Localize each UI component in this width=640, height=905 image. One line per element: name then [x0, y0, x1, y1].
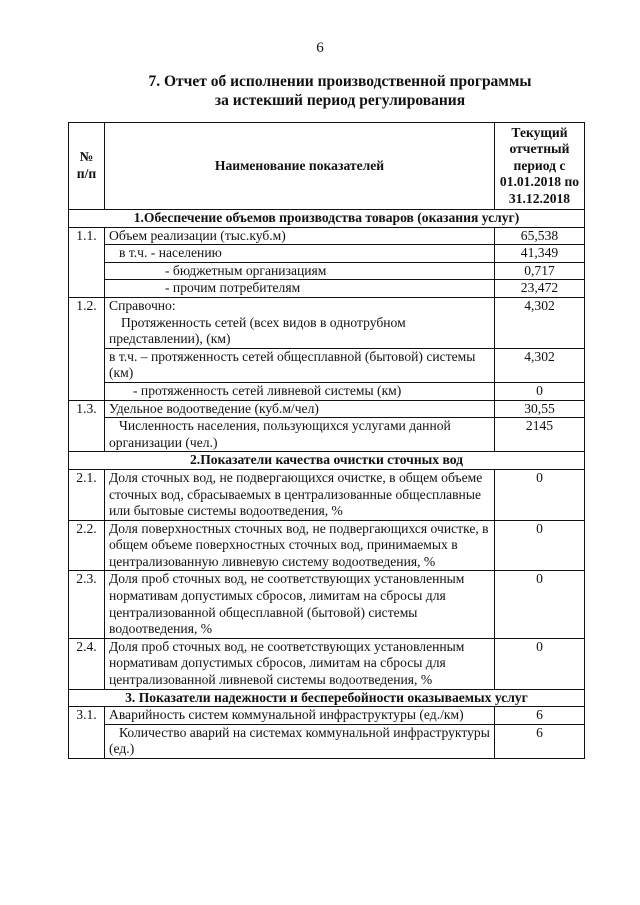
row-name: Количество аварий на системах коммунальной инфраструктуры (ед.): [105, 724, 495, 758]
row-value: 6: [495, 707, 585, 725]
table-row: [69, 418, 585, 452]
table-row: [69, 571, 585, 638]
table-row: [69, 382, 585, 400]
row-number: 1.1.: [69, 227, 105, 297]
row-name: Доля проб сточных вод, не соответствующих установленным нормативам допустимых сбросов, лимитам на сбросы для централизованной общесплавной (бытовой) системы водоотведения, %: [105, 571, 495, 638]
row-value: 0: [495, 382, 585, 400]
table-row: [69, 297, 585, 348]
row-number: 2.1.: [69, 469, 105, 520]
row-name: Доля поверхностных сточных вод, не подвергающихся очистке, в общем объеме поверхностных сточных вод, принимаемых в централизованную ливневую систему водоотведения, %: [105, 520, 495, 571]
table-row: [69, 638, 585, 689]
row-number: 2.3.: [69, 571, 105, 638]
table-row: [69, 724, 585, 758]
title-line-1: 7. Отчет об исполнении производственной программы: [148, 73, 532, 90]
row-name-main: Протяженность сетей (всех видов в однотрубном представлении), (км): [109, 314, 406, 347]
row-name: [105, 297, 495, 348]
table-row: [69, 707, 585, 725]
row-value: 2145: [495, 418, 585, 452]
row-name: Доля проб сточных вод, не соответствующих установленным нормативам допустимых сбросов, лимитам на сбросы для централизованной ливневой системы водоотведения, %: [105, 638, 495, 689]
section-row: [69, 210, 585, 228]
row-name-note: Справочно:: [109, 297, 176, 313]
row-value: 0: [495, 638, 585, 689]
row-name: Численность населения, пользующихся услугами данной организации (чел.): [105, 418, 495, 452]
row-value: 4,302: [495, 348, 585, 382]
header-name: Наименование показателей: [105, 123, 495, 210]
row-value: 65,538: [495, 227, 585, 245]
row-number: 3.1.: [69, 707, 105, 759]
table-row: [69, 469, 585, 520]
row-number: 2.4.: [69, 638, 105, 689]
row-value: 4,302: [495, 297, 585, 348]
row-value: 0,717: [495, 262, 585, 280]
row-name: - протяженность сетей ливневой системы (км): [105, 382, 495, 400]
row-name: Аварийность систем коммунальной инфраструктуры (ед./км): [105, 707, 495, 725]
document-title: [60, 72, 620, 110]
row-name: в т.ч. – протяженность сетей общесплавной (бытовой) системы (км): [105, 348, 495, 382]
table-row: [69, 400, 585, 418]
table-row: [69, 245, 585, 263]
table-row: [69, 280, 585, 298]
section-row: [69, 452, 585, 470]
row-value: 41,349: [495, 245, 585, 263]
row-name: - прочим потребителям: [105, 280, 495, 298]
section-2-title: 2.Показатели качества очистки сточных вод: [69, 452, 585, 470]
row-name: Удельное водоотведение (куб.м/чел): [105, 400, 495, 418]
section-row: [69, 689, 585, 707]
report-table: [68, 122, 585, 759]
row-name: Доля сточных вод, не подвергающихся очистке, в общем объеме сточных вод, сбрасываемых в централизованные общесплавные или бытовые системы водоотведения, %: [105, 469, 495, 520]
row-value: 0: [495, 520, 585, 571]
section-3-title: 3. Показатели надежности и бесперебойности оказываемых услуг: [69, 689, 585, 707]
row-value: 0: [495, 571, 585, 638]
row-number: 1.3.: [69, 400, 105, 452]
section-1-title: 1.Обеспечение объемов производства товаров (оказания услуг): [69, 210, 585, 228]
table-row: [69, 520, 585, 571]
header-number: № п/п: [69, 123, 105, 210]
row-value: 0: [495, 469, 585, 520]
row-number: 2.2.: [69, 520, 105, 571]
row-value: 30,55: [495, 400, 585, 418]
row-number: 1.2.: [69, 297, 105, 400]
title-line-2: за истекший период регулирования: [214, 92, 466, 109]
row-name: в т.ч. - населению: [105, 245, 495, 263]
page-number: 6: [316, 40, 324, 56]
row-name: Объем реализации (тыс.куб.м): [105, 227, 495, 245]
table-row: [69, 348, 585, 382]
row-value: 6: [495, 724, 585, 758]
row-name: - бюджетным организациям: [105, 262, 495, 280]
table-row: [69, 227, 585, 245]
table-header-row: [69, 123, 585, 210]
header-period: Текущий отчетный период с 01.01.2018 по 31.12.2018: [495, 123, 585, 210]
row-value: 23,472: [495, 280, 585, 298]
table-row: [69, 262, 585, 280]
